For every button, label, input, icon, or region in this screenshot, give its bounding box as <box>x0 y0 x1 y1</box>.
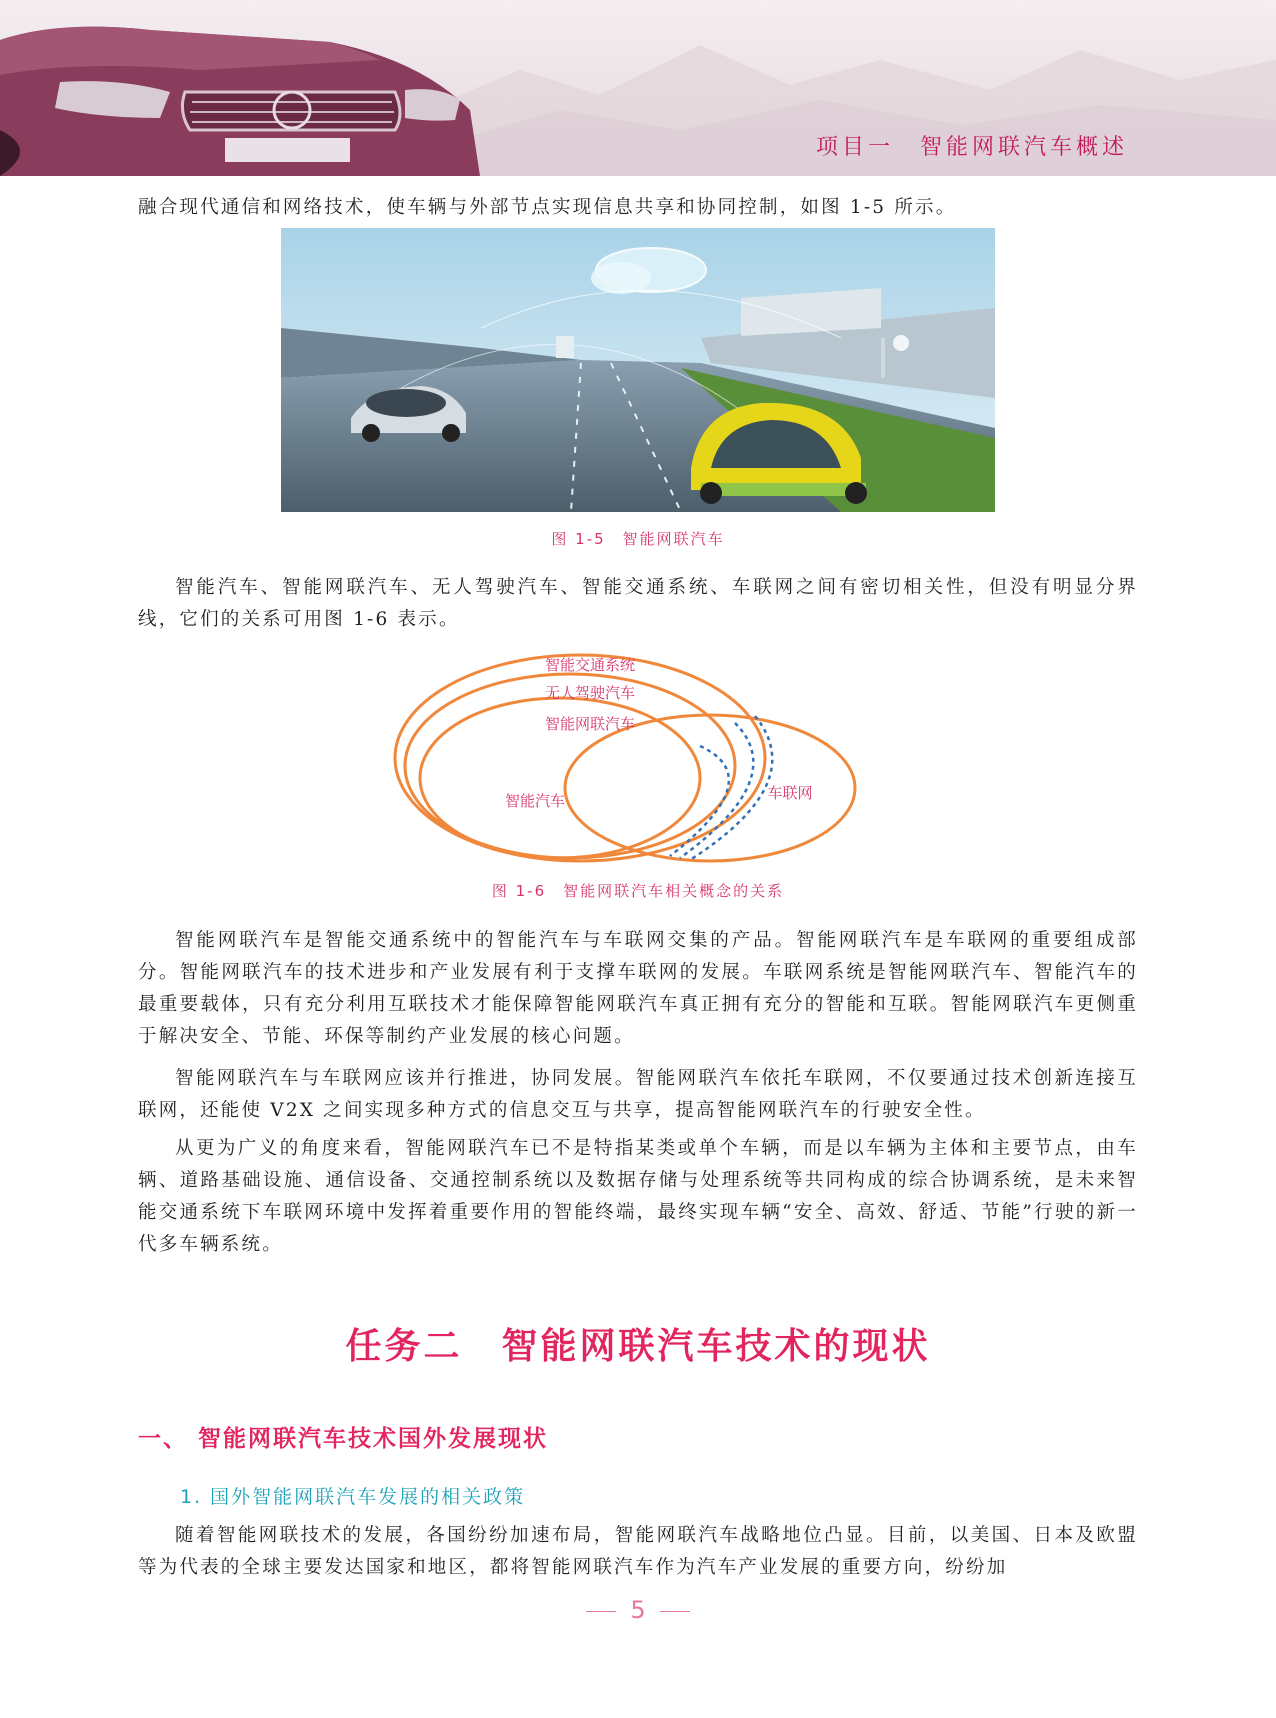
page-number-value: 5 <box>630 1596 646 1624</box>
dashed-boundary-2 <box>680 723 753 858</box>
car-front-illustration <box>0 0 500 176</box>
paragraph-relationship: 智能汽车、智能网联汽车、无人驾驶汽车、智能交通系统、车联网之间有密切相关性，但没有明显分界线，它们的关系可用图 1-6 表示。 <box>138 577 1138 630</box>
figure-1-5-caption: 图 1-5 智能网联汽车 <box>551 530 725 548</box>
task-title: 任务二 智能网联汽车技术的现状 <box>345 1326 931 1367</box>
page-number-left-dash <box>586 1611 616 1612</box>
page-number <box>0 1596 1276 1624</box>
paragraph-parallel-development: 智能网联汽车与车联网应该并行推进，协同发展。智能网联汽车依托车联网，不仅要通过技术创新连接互联网，还能使 V2X 之间实现多种方式的信息交互与共享，提高智能网联汽车的行驶安全性。 <box>138 1068 1138 1121</box>
figure-1-6-caption: 图 1-6 智能网联汽车相关概念的关系 <box>491 882 785 900</box>
paragraph-intro: 融合现代通信和网络技术，使车辆与外部节点实现信息共享和协同控制，如图 1-5 所示。 <box>138 197 957 218</box>
label-icv: 智能网联汽车 <box>544 715 636 733</box>
page-header-banner <box>0 0 1276 176</box>
paragraph-foreign-policy: 随着智能网联技术的发展，各国纷纷加速布局，智能网联汽车战略地位凸显。目前，以美国、日本及欧盟等为代表的全球主要发达国家和地区，都将智能网联汽车作为汽车产业发展的重要方向，纷纷加 <box>138 1525 1138 1578</box>
chapter-title: 项目一 智能网联汽车概述 <box>815 135 1128 160</box>
page-number-right-dash <box>660 1611 690 1612</box>
section-title: 一、 智能网联汽车技术国外发展现状 <box>138 1426 549 1452</box>
label-smart-car: 智能汽车 <box>504 792 566 810</box>
paragraph-icv-definition: 智能网联汽车是智能交通系统中的智能汽车与车联网交集的产品。智能网联汽车是车联网的重要组成部分。智能网联汽车的技术进步和产业发展有利于支撑车联网的发展。车联网系统是智能网联汽车、智能汽车的最重要载体，只有充分利用互联技术才能保障智能网联汽车真正拥有充分的智能和互联。智能网联汽车更侧重于解决安全、节能、环保等制约产业发展的核心问题。 <box>138 930 1138 1047</box>
figure-1-5-connected-car-scene <box>281 228 995 512</box>
label-driverless: 无人驾驶汽车 <box>544 684 636 702</box>
paragraph-broad-view: 从更为广义的角度来看，智能网联汽车已不是特指某类或单个车辆，而是以车辆为主体和主要节点，由车辆、道路基础设施、通信设备、交通控制系统以及数据存储与处理系统等共同构成的综合协调系统，是未来智能交通系统下车联网环境中发挥着重要作用的智能终端，最终实现车辆“安全、高效、舒适、节能”行驶的新一代多车辆系统。 <box>138 1138 1138 1255</box>
label-its: 智能交通系统 <box>544 656 636 674</box>
label-iov: 车联网 <box>767 784 813 802</box>
figure-1-6-relationship-diagram <box>390 648 890 868</box>
subsection-title: 1. 国外智能网联汽车发展的相关政策 <box>180 1486 526 1508</box>
